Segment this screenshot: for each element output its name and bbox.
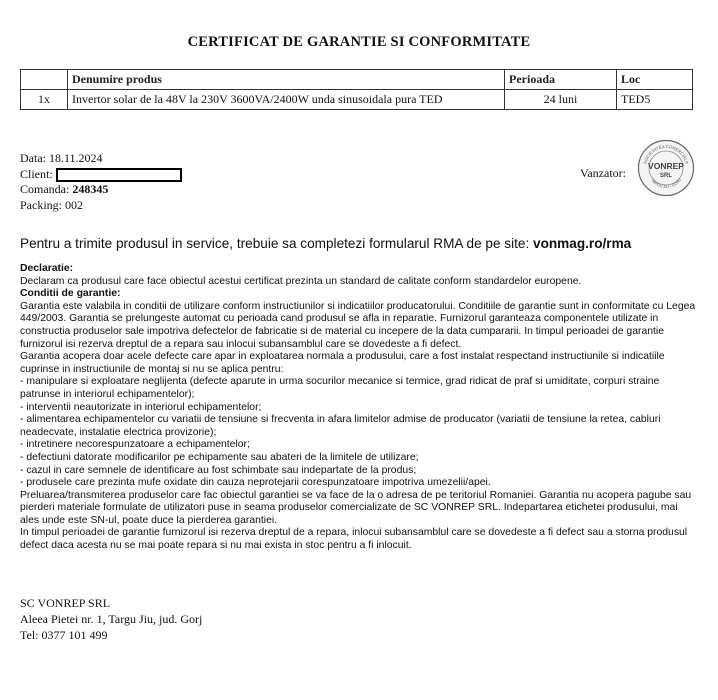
client-label: Client: xyxy=(20,166,53,181)
rma-text: Pentru a trimite produsul in service, trebuie sa completezi formularul RMA de pe site: xyxy=(20,236,530,251)
rma-link[interactable]: vonmag.ro/rma xyxy=(533,236,632,251)
warranty-terms xyxy=(20,263,698,553)
row-period: 24 luni xyxy=(505,90,617,110)
exclusion-item: - defectiuni datorate modificarilor pe echipamente sau abateri de la limitele de utilizare; xyxy=(20,451,419,463)
header-product-name: Denumire produs xyxy=(68,70,505,90)
header-qty xyxy=(21,70,68,90)
row-location: TED5 xyxy=(617,90,693,110)
exclusion-item: - interventii neautorizate in interiorul echipamentelor; xyxy=(20,401,262,413)
svg-text:TARGU JIU - GORJ: TARGU JIU - GORJ xyxy=(650,177,682,190)
table-header-row xyxy=(21,70,693,90)
exclusion-item: - produsele care prezinta mufe oxidate din cauza neprotejarii corespunzatoare impotriva umezelii/apei. xyxy=(20,477,491,489)
order-meta xyxy=(20,151,182,213)
stamp-suffix: SRL xyxy=(660,173,672,179)
order-number: 248345 xyxy=(72,182,109,196)
exclusion-item: - intretinere necorespunzatoare a echipamentelor; xyxy=(20,439,250,451)
table-row xyxy=(21,90,693,110)
company-name: SC VONREP SRL xyxy=(20,596,111,610)
conditions-heading: Conditii de garantie: xyxy=(20,288,121,300)
company-stamp xyxy=(637,139,695,197)
product-table xyxy=(20,69,693,110)
client-redacted-box xyxy=(56,168,182,182)
exclusion-item: - alimentarea echipamentelor cu variatii de tensiune si frecventa in afara limitelor admise de producator (variatii de tensiune la retea, cabluri neadecvate, instalatie electrica provizorie); xyxy=(20,414,661,438)
company-address: Aleea Pietei nr. 1, Targu Jiu, jud. Gorj xyxy=(20,612,203,626)
order-label: Comanda: xyxy=(20,182,70,196)
stamp-name: VONREP xyxy=(648,161,684,171)
company-footer xyxy=(20,595,202,643)
order-line xyxy=(20,182,182,198)
svg-text:SOCIETATEA COMERCIALA: SOCIETATEA COMERCIALA xyxy=(642,143,690,165)
declaration-heading: Declaratie: xyxy=(20,263,74,274)
conditions-paragraph: Garantia acopera doar acele defecte care apar in exploatarea normala a produsului, care a fost instalat respectand instructiunile si indicatiile cuprinse in instructiunile de montaj si nu se aplica pentru: xyxy=(20,351,665,375)
date-value: 18.11.2024 xyxy=(49,151,103,165)
document-title: CERTIFICAT DE GARANTIE SI CONFORMITATE xyxy=(187,34,531,50)
conditions-paragraph: Garantia este valabila in conditii de utilizare conform instructiunilor si indicatiilor producatorului. Conditiile de garantie sunt in conformitate cu Legea 449/2003. Garantia se prelungeste automat cu perioada cand produsul se afla in reparatie. Furnizorul garanteaza componentele utilizate in constructia produselor sale impotriva defectelor de fabricatie si de material cu incepere de la data cumpararii. In timpul perioadei de garantie furnizorul isi rezerva dreptul de a repara sau inlocui subansamblul care se dovedeste a fi defect. xyxy=(20,300,696,350)
exclusion-item: - cazul in care semnele de identificare au fost schimbate sau indepartate de la produs; xyxy=(20,464,417,476)
row-product-name: Invertor solar de la 48V la 230V 3600VA/2400W unda sinusoidala pura TED xyxy=(68,90,505,110)
packing-label: Packing: xyxy=(20,197,62,212)
seller-label: Vanzator: xyxy=(580,166,626,180)
declaration-text: Declaram ca produsul care face obiectul acestui certificat prezinta un standard de calitate conform standardelor europene. xyxy=(20,275,582,287)
company-phone: Tel: 0377 101 499 xyxy=(20,628,108,642)
conditions-paragraph: In timpul perioadei de garantie furnizorul isi rezerva dreptul de a repara, inlocui subansamblul care se dovedeste a fi defect sau a storna produsul defect daca acesta nu se mai poate repara si nu mai exista in stoc pentru a fi inlocuit. xyxy=(20,527,688,552)
header-period: Perioada xyxy=(505,70,617,90)
header-location: Loc xyxy=(617,70,693,90)
row-qty: 1x xyxy=(21,90,68,110)
exclusion-item: - manipulare si exploatare neglijenta (defecte aparute in urma socurilor mecanice si termice, grad ridicat de praf si umiditate, corpuri straine patrunse in interiorul echipamentelor); xyxy=(20,376,660,400)
date-line xyxy=(20,151,182,167)
client-line xyxy=(20,167,182,183)
packing-value: 002 xyxy=(65,197,83,212)
packing-line xyxy=(20,198,182,214)
conditions-paragraph: Preluarea/transmiterea produselor care fac obiectul garantiei se va face de la o adresa de pe teritoriul Romaniei. Garantia nu acopera pagube sau pierderi materiale formulate de utilizatori puse in seama produselor comercializate de SC VONREP SRL. Indepartarea etichetei produsului, mai ales unde este SN-ul, poate duce la pierderea garantiei. xyxy=(20,489,692,526)
rma-instructions xyxy=(20,236,631,251)
date-label: Data: xyxy=(20,151,46,165)
